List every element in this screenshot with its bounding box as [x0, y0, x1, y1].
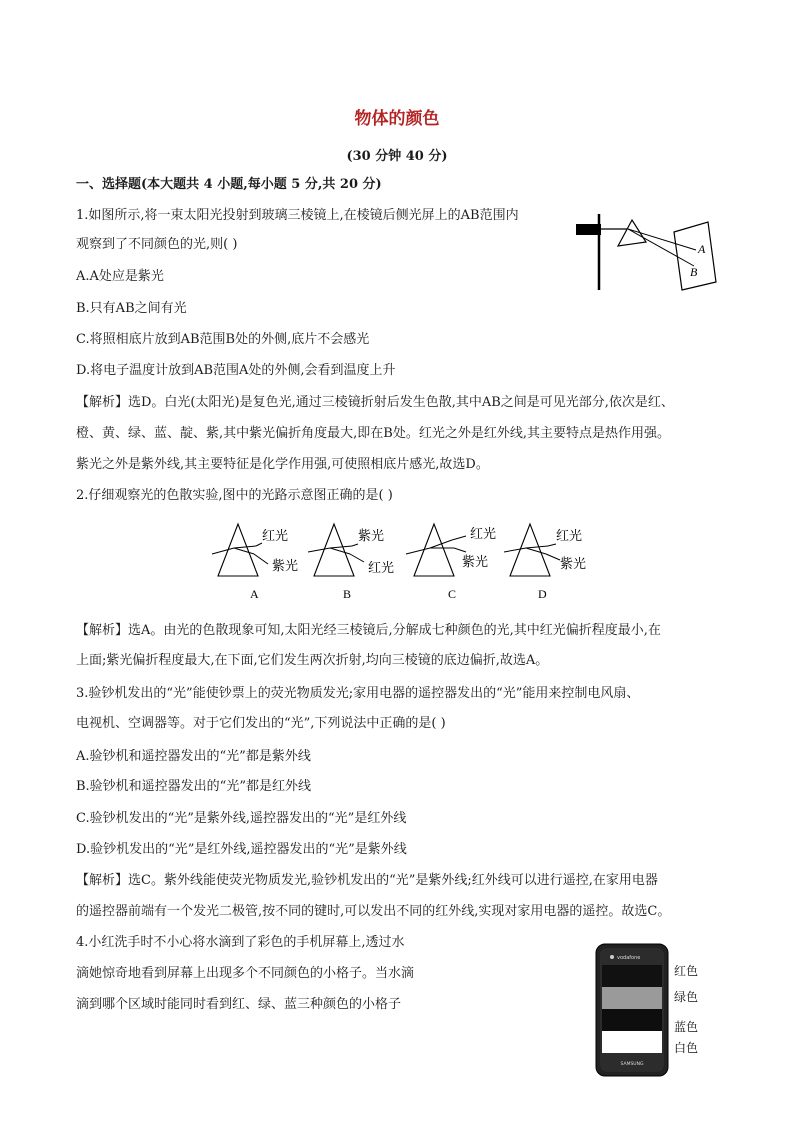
- q1-analysis-line-3: 紫光之外是紫外线,其主要特征是化学作用强,可使照相底片感光,故选D。: [76, 457, 489, 472]
- q3-option-d: D.验钞机发出的“光”是红外线,遥控器发出的“光”是紫外线: [76, 842, 407, 857]
- figure-option-c: [406, 524, 496, 601]
- q4-stem-line-2: 滴她惊奇地看到屏幕上出现多个不同颜色的小格子。当水滴: [76, 966, 415, 981]
- q1-stem-line-2: 观察到了不同颜色的光,则( ): [76, 237, 238, 252]
- q1-option-b: B.只有AB之间有光: [76, 301, 187, 316]
- q1-option-c: C.将照相底片放到AB范围B处的外侧,底片不会感光: [76, 332, 370, 347]
- label-a: A: [698, 242, 706, 256]
- figure-option-d: [504, 524, 586, 601]
- page-title: 物体的颜色: [354, 109, 440, 129]
- light-screen: [674, 222, 716, 290]
- option-d-bottom-label: 紫光: [560, 557, 587, 572]
- label-green: 绿色: [674, 990, 699, 1004]
- phone-brand-top: vodafone: [617, 955, 641, 961]
- q1-analysis-line-2: 橙、黄、绿、蓝、靛、紫,其中紫光偏折角度最大,即在B处。红光之外是红外线,其主要特点是热作用强。: [76, 426, 670, 441]
- option-a-bottom-label: 紫光: [272, 559, 299, 574]
- option-c-letter: C: [448, 587, 457, 601]
- q4-stem-line-3: 滴到哪个区域时能同时看到红、绿、蓝三种颜色的小格子: [76, 997, 402, 1012]
- screen-red-region: [602, 965, 662, 987]
- q1-stem-line-1: 1.如图所示,将一束太阳光投射到玻璃三棱镜上,在棱镜后侧光屏上的AB范围内: [76, 208, 519, 223]
- q3-stem-line-1: 3.验钞机发出的“光”能使钞票上的荧光物质发光;家用电器的遥控器发出的“光”能用来控制电风扇、: [76, 686, 640, 701]
- q2-stem: 2.仔细观察光的色散实验,图中的光路示意图正确的是( ): [76, 488, 393, 503]
- label-blue: 蓝色: [674, 1020, 699, 1034]
- q2-analysis-line-2: 上面;紫光偏折程度最大,在下面,它们发生两次折射,均向三棱镜的底边偏折,故选A。: [76, 653, 549, 668]
- q3-option-b: B.验钞机和遥控器发出的“光”都是红外线: [76, 779, 311, 794]
- dispersion-options-figure: [200, 518, 620, 606]
- q3-stem-line-2: 电视机、空调器等。对于它们发出的“光”,下列说法中正确的是( ): [76, 716, 446, 731]
- time-score: (30 分钟 40 分): [346, 149, 448, 164]
- q3-option-a: A.验钞机和遥控器发出的“光”都是紫外线: [76, 749, 311, 764]
- figure-option-b: [308, 524, 394, 601]
- q3-analysis-line-2: 的遥控器前端有一个发光二极管,按不同的键时,可以发出不同的红外线,实现对家用电器的遥控。故选C。: [76, 904, 671, 919]
- light-source-box: [576, 224, 601, 235]
- label-b: B: [690, 265, 698, 279]
- option-c-bottom-label: 紫光: [462, 555, 489, 570]
- option-a-letter: A: [250, 587, 259, 601]
- q4-stem-line-1: 4.小红洗手时不小心将水滴到了彩色的手机屏幕上,透过水: [76, 935, 405, 950]
- prism-screen-figure: [570, 208, 720, 294]
- option-c-top-label: 红光: [470, 527, 497, 542]
- option-b-bottom-label: 红光: [368, 561, 395, 576]
- option-d-letter: D: [538, 587, 547, 601]
- figure-option-a: [212, 524, 298, 601]
- q1-analysis-line-1: 【解析】选D。白光(太阳光)是复色光,通过三棱镜折射后发生色散,其中AB之间是可见光部分,依次是红、: [76, 395, 674, 410]
- phone-figure: [590, 940, 732, 1080]
- screen-green-region: [602, 987, 662, 1009]
- option-b-letter: B: [343, 587, 352, 601]
- q1-option-d: D.将电子温度计放到AB范围A处的外侧,会看到温度上升: [76, 363, 396, 378]
- q1-option-a: A.A处应是紫光: [76, 269, 164, 284]
- phone-camera: [610, 955, 614, 959]
- q3-option-c: C.验钞机发出的“光”是紫外线,遥控器发出的“光”是红外线: [76, 811, 407, 826]
- q3-analysis-line-1: 【解析】选C。紫外线能使荧光物质发光,验钞机发出的“光”是紫外线;红外线可以进行遥控,在家用电器: [76, 873, 658, 888]
- option-d-top-label: 红光: [556, 529, 583, 544]
- option-b-top-label: 紫光: [358, 529, 385, 544]
- label-red: 红色: [674, 964, 699, 978]
- phone-brand-bottom: SAMSUNG: [620, 1062, 644, 1067]
- option-a-top-label: 红光: [262, 529, 289, 544]
- q2-analysis-line-1: 【解析】选A。由光的色散现象可知,太阳光经三棱镜后,分解成七种颜色的光,其中红光偏折程度最小,在: [76, 623, 661, 638]
- ray-to-b: [628, 229, 694, 266]
- section-heading: 一、选择题(本大题共 4 小题,每小题 5 分,共 20 分): [76, 177, 382, 192]
- screen-white-region: [602, 1031, 662, 1053]
- label-white: 白色: [674, 1041, 699, 1055]
- screen-blue-region: [602, 1009, 662, 1031]
